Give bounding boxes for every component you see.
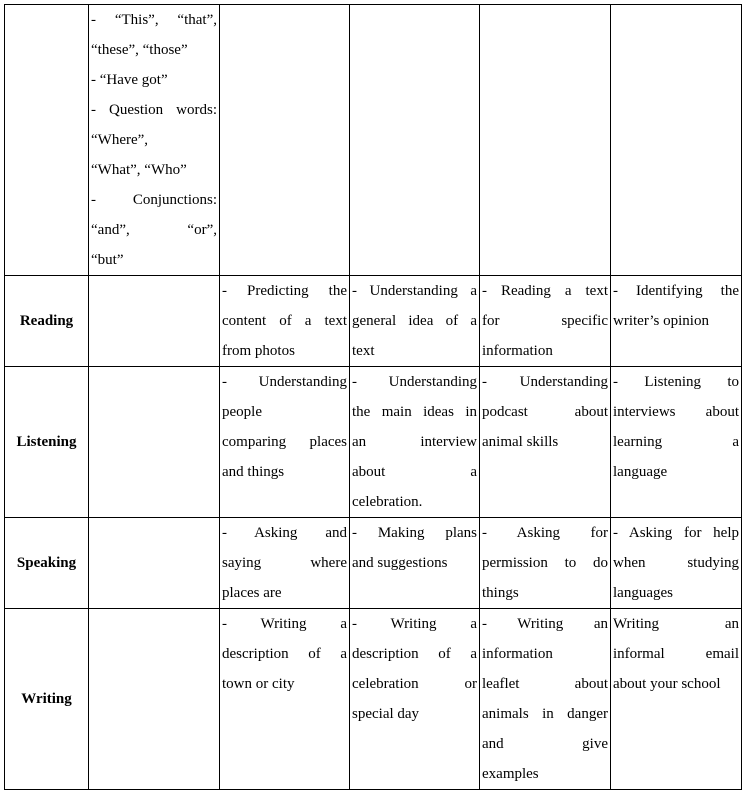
content-line: examples [482, 766, 539, 782]
writing-row [5, 609, 742, 790]
content-line: description of a [352, 646, 477, 662]
content-line: - Asking for help [613, 525, 739, 541]
content-cell [611, 367, 742, 518]
content-line: general idea of a [352, 313, 477, 329]
content-line: for specific [482, 313, 608, 329]
content-cell [350, 367, 480, 518]
content-line: writer’s opinion [613, 313, 709, 329]
content-line: - Making plans [352, 525, 477, 541]
skill-label-reading: Reading [5, 276, 89, 367]
curriculum-table [4, 4, 742, 790]
skill-cell-empty [5, 5, 89, 276]
content-line: - Understanding a [352, 283, 477, 299]
grammar-line: “and”, “or”, [91, 222, 217, 238]
content-cell [220, 276, 350, 367]
content-line: language [613, 464, 668, 480]
empty-cell [89, 276, 220, 367]
content-line: an interview [352, 434, 477, 450]
empty-cell [89, 367, 220, 518]
content-line: information [482, 343, 553, 359]
content-line: - Writing a [222, 616, 347, 632]
content-line: comparing places [222, 434, 347, 450]
content-line: - Asking for [482, 525, 608, 541]
content-cell [220, 609, 350, 790]
content-line: description of a [222, 646, 347, 662]
content-line: special day [352, 706, 420, 722]
content-cell [350, 518, 480, 609]
content-line: - Reading a text [482, 283, 608, 299]
content-line: and suggestions [352, 555, 448, 571]
speaking-row [5, 518, 742, 609]
skill-label-writing: Writing [5, 609, 89, 790]
content-line: Writing an [613, 616, 739, 632]
content-line: podcast about [482, 404, 608, 420]
grammar-line: “What”, “Who” [91, 162, 187, 178]
empty-cell [480, 5, 611, 276]
content-line: content of a text [222, 313, 347, 329]
content-line: celebration. [352, 494, 423, 510]
content-line: and give [482, 736, 608, 752]
content-line: about your school [613, 676, 721, 692]
content-line: - Asking and [222, 525, 347, 541]
content-cell [350, 276, 480, 367]
grammar-row [5, 5, 742, 276]
content-line: leaflet about [482, 676, 608, 692]
content-cell [480, 276, 611, 367]
content-line: animal skills [482, 434, 559, 450]
content-cell [611, 276, 742, 367]
content-cell [611, 609, 742, 790]
grammar-line: - “This”, “that”, [91, 12, 217, 28]
content-line: learning a [613, 434, 739, 450]
content-line: text [352, 343, 375, 359]
content-cell [350, 609, 480, 790]
grammar-line: “but” [91, 252, 124, 268]
empty-cell [220, 5, 350, 276]
content-line: interviews about [613, 404, 739, 420]
content-line: and things [222, 464, 285, 480]
content-line: - Identifying the [613, 283, 739, 299]
empty-cell [611, 5, 742, 276]
grammar-line: - “Have got” [91, 72, 168, 88]
content-line: - Understanding [352, 374, 477, 390]
empty-cell [350, 5, 480, 276]
skill-label-listening: Listening [5, 367, 89, 518]
content-line: information [482, 646, 553, 662]
grammar-line: - Conjunctions: [91, 192, 217, 208]
content-line: - Predicting the [222, 283, 347, 299]
content-cell [480, 518, 611, 609]
content-cell [220, 367, 350, 518]
content-line: town or city [222, 676, 295, 692]
listening-row [5, 367, 742, 518]
content-line: permission to do [482, 555, 608, 571]
content-line: - Listening to [613, 374, 739, 390]
content-line: - Understanding [482, 374, 608, 390]
content-cell [480, 609, 611, 790]
grammar-cell [89, 5, 220, 276]
reading-row [5, 276, 742, 367]
skill-label-speaking: Speaking [5, 518, 89, 609]
content-line: saying where [222, 555, 347, 571]
grammar-line: - Question words: [91, 102, 217, 118]
content-line: about a [352, 464, 477, 480]
content-line: places are [222, 585, 282, 601]
content-cell [480, 367, 611, 518]
content-line: - Writing a [352, 616, 477, 632]
content-line: from photos [222, 343, 295, 359]
empty-cell [89, 518, 220, 609]
empty-cell [89, 609, 220, 790]
content-line: people [222, 404, 262, 420]
grammar-line: “Where”, [91, 132, 149, 148]
content-line: things [482, 585, 519, 601]
content-line: informal email [613, 646, 739, 662]
content-line: - Writing an [482, 616, 608, 632]
grammar-line: “these”, “those” [91, 42, 188, 58]
content-line: when studying [613, 555, 739, 571]
content-cell [611, 518, 742, 609]
content-line: celebration or [352, 676, 477, 692]
content-line: languages [613, 585, 673, 601]
content-line: the main ideas in [352, 404, 477, 420]
content-cell [220, 518, 350, 609]
content-line: - Understanding [222, 374, 347, 390]
content-line: animals in danger [482, 706, 608, 722]
